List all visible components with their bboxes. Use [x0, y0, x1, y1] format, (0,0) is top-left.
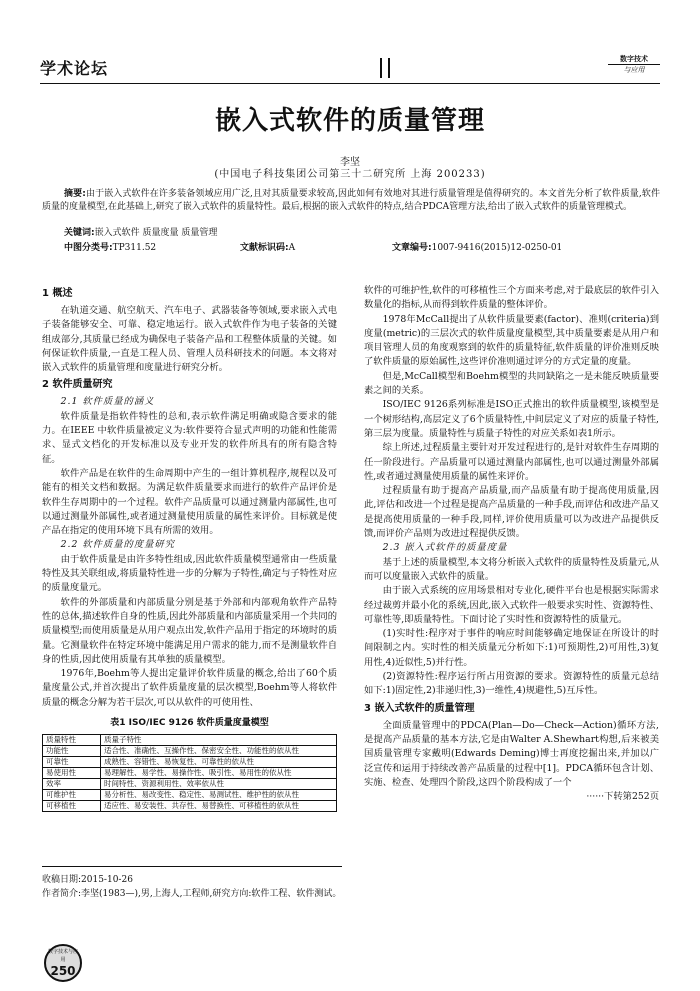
- header-divider: [380, 58, 382, 78]
- section-heading: 1 概述: [42, 288, 73, 299]
- keywords-label: 关键词:: [64, 228, 95, 238]
- doc-code-value: A: [288, 243, 296, 253]
- left-column: [42, 284, 337, 812]
- page-number-badge: [44, 944, 82, 982]
- author-bio: 作者简介:李坚(1983—),男,上海人,工程师,研究方向:软件工程、软件测试。: [42, 889, 342, 899]
- table-cell: 可移植性: [43, 801, 101, 812]
- table-cell: 时间特性、资源利用性、效率依从性: [101, 779, 337, 790]
- table-cell: 可维护性: [43, 790, 101, 801]
- paragraph: 但是,McCall模型和Boehm模型的共同缺陷之一是未能反映质量要素之间的关系。: [364, 370, 659, 397]
- paragraph: 软件质量是指软件特性的总和,表示软件满足明确或隐含要求的能力。在IEEE 中软件质量被定义为:软件要符合显式声明的功能和性能需求、显式文档化的开发标准以及专业开发的软件所具有的所有隐含特征。: [42, 410, 337, 465]
- subsection-heading: 2.2 软件质量的度量研究: [60, 539, 176, 551]
- table-header-cell: 质量特性: [43, 735, 101, 746]
- logo-line2: 与应用: [623, 66, 645, 74]
- paragraph: 全面质量管理中的PDCA(Plan—Do—Check—Action)循环方法,是提高产品质量的基本方法,它是由Walter A.Shewhart构想,后来被美国质量管理专家戴明(Edwards Deming)博士再度挖掘出来,并加以广泛宣传和运用于持续改善产品质量的过程中[1]。PDCA循环包含计划、实施、检查、处理四个阶段,这四个阶段构成了一个: [364, 719, 659, 788]
- section-label: 学术论坛: [40, 59, 109, 78]
- article-number: [392, 240, 562, 253]
- paragraph: 由于软件质量是由许多特性组成,因此软件质量模型通常由一些质量特性及其关联组成,将质量特性进一步的分解为子特性,确定与子特性对应的质量度量元。: [42, 553, 337, 594]
- table-cell: 易分析性、易改变性、稳定性、易测试性、维护性的依从性: [101, 790, 337, 801]
- table-row: [43, 801, 337, 812]
- table-header-row: [43, 735, 337, 746]
- paragraph: 基于上述的质量模型,本文将分析嵌入式软件的质量特性及质量元,从而可以度量嵌入式软件的质量。: [364, 556, 659, 582]
- received-date: 收稿日期:2015-10-26: [42, 875, 133, 885]
- subsection-heading: 2.3 嵌入式软件的质量度量: [382, 542, 508, 554]
- table-row: [43, 757, 337, 768]
- table-cell: 适应性、易安装性、共存性、易替换性、可移植性的依从性: [101, 801, 337, 812]
- paragraph: 1976年,Boehm等人提出定量评价软件质量的概念,给出了60个质量度量公式,并首次提出了软件质量度量的层次模型,Boehm等人将软件质量的概念分解为若干层次,可以从软件的可使用性、: [42, 668, 337, 708]
- paragraph: (2)资源特性:程序运行所占用资源的要求。资源特性的质量元总结如下:1)固定性,2)非递归性,3)一维性,4)规避性,5)互斥性。: [364, 671, 659, 697]
- journal-logo: [608, 54, 660, 75]
- affiliation: (中国电子科技集团公司第三十二研究所 上海 200233): [214, 169, 486, 180]
- header-divider: [388, 58, 390, 78]
- doc-code: [240, 240, 295, 253]
- abstract: [42, 188, 660, 213]
- section-heading: 2 软件质量研究: [42, 379, 113, 391]
- abstract-text: 由于嵌入式软件在许多装备领域应用广泛,且对其质量要求较高,因此如何有效地对其进行质量管理是值得研究的。本文首先分析了软件质量,软件质量的度量模型,在此基础上,研究了嵌入式软件的质量特性。最后,根据的嵌入式软件的特点,结合PDCA管理方法,给出了嵌入式软件的质量管理模式。: [42, 189, 660, 212]
- subsection-heading: 2.1 软件质量的涵义: [60, 396, 155, 408]
- doc-code-label: 文献标识码:: [240, 243, 289, 253]
- paragraph: 1978年McCall提出了从软件质量要素(factor)、准则(criteria)到度量(metric)的三层次式的软件质量度量模型,其中质量要素是从用户和项目管理人员的角度观察到的软件的质量特征,软件质量的评价准则反映了软件质量的原始属性,这些评价准则通过评分的方式定量的度量。: [364, 313, 659, 368]
- table-row: [43, 779, 337, 790]
- page-badge-label: 数字技术与应用: [47, 949, 78, 963]
- paragraph: 由于嵌入式系统的应用场景相对专业化,硬件平台也是根据实际需求经过裁剪并最小化的系统,因此,嵌入式软件一般要求实时性、资源特性、可靠性等,即质量特性。下面讨论了实时性和资源特性的质量元。: [364, 585, 659, 625]
- keywords-text: 嵌入式软件 质量度量 质量管理: [94, 228, 218, 238]
- journal-header: [40, 54, 660, 84]
- table-cell: 成熟性、容错性、易恢复性、可靠性的依从性: [101, 757, 337, 768]
- paragraph: 综上所述,过程质量主要针对开发过程进行的,是针对软件生存周期的任一阶段进行。产品质量可以通过测量内部属性,也可以通过测量外部属性,或者通过测量使用质量的属性来评价。: [364, 442, 659, 482]
- header-rule: [40, 83, 660, 84]
- paragraph: 软件的外部质量和内部质量分别是基于外部和内部观角软件产品特性的总体,描述软件自身的性质,因此外部质量和内部质量采用一个共同的质量模型;而使用质量是从用户观点出发,软件产品用于指定的环境时的质量。它测量软件在特定环境中能满足用户需求的能力,而不是测量软件自身的性质,因此使用质量有其单独的质量模型。: [42, 596, 337, 665]
- article-title: 嵌入式软件的质量管理: [214, 106, 485, 136]
- page-number: 250: [50, 964, 76, 978]
- table-cell: 效率: [43, 779, 101, 790]
- paragraph: (1)实时性:程序对于事件的响应时间能够确定地保证在所设计的时间限制之内。实时性的相关质量元分析如下:1)可预期性,2)可用性,3)复用性,4)近似性,5)并行性。: [364, 628, 659, 668]
- table-row: [43, 790, 337, 801]
- clc-number: [64, 240, 156, 253]
- paragraph: ISO/IEC 9126系列标准是ISO正式推出的软件质量模型,该模型是一个树形结构,高层定义了6个质量特性,中间层定义了对应的质量子特性,第三层为度量。质量特性与质量子特性的对应关系如表1所示。: [364, 399, 659, 439]
- keywords: [64, 225, 217, 238]
- paragraph: 在轨道交通、航空航天、汽车电子、武器装备等领域,要求嵌入式电子装备能够安全、可靠、稳定地运行。嵌入式软件作为电子装备的关键组成部分,其质量已经成为确保电子装备产品和工程整体质量的关键。如何保证软件质量,一直是工程人员、管理人员科研技术的问题。本文将对嵌入式软件的质量管理和度量进行研究分析。: [42, 305, 337, 374]
- table-row: [43, 746, 337, 757]
- abstract-label: 摘要:: [64, 189, 86, 199]
- footnote: [42, 866, 342, 901]
- table-cell: 可靠性: [43, 757, 101, 768]
- continued-note: ······下转第252页: [586, 791, 659, 803]
- right-column: [364, 284, 659, 804]
- clc-value: TP311.52: [112, 243, 157, 253]
- clc-label: 中图分类号:: [64, 243, 113, 253]
- table-caption: 表1 ISO/IEC 9126 软件质量度量模型: [110, 718, 269, 729]
- paragraph: 软件产品是在软件的生命周期中产生的一组计算机程序,规程以及可能有的相关文档和数据。为满足软件质量要求而进行的软件产品评价是软件生存周期中的一个过程。软件产品质量可以通过测量内部属性,也可以通过测量外部属性,或者通过测量使用质量的属性来评价。目标就是使产品在指定的使用环境下具有所需的效用。: [42, 467, 337, 537]
- table-cell: 功能性: [43, 746, 101, 757]
- paragraph: 过程质量有助于提高产品质量,而产品质量有助于提高使用质量,因此,评估和改进一个过程是提高产品质量的一种手段,而评估和改进产品又是提高使用质量的一种手段,同样,评价使用质量可以为改进产品提供反馈,而评价产品则为改进过程提供反馈。: [364, 485, 659, 540]
- author: 李坚: [340, 157, 360, 168]
- table-row: [43, 768, 337, 779]
- table-cell: 易使用性: [43, 768, 101, 779]
- table-header-cell: 质量子特性: [101, 735, 337, 746]
- logo-line1: 数字技术: [608, 54, 660, 65]
- table-cell: 适合性、准确性、互操作性、保密安全性、功能性的依从性: [101, 746, 337, 757]
- section-heading: 3 嵌入式软件的质量管理: [364, 702, 475, 714]
- table-cell: 易理解性、易学性、易操作性、吸引性、易用性的依从性: [101, 768, 337, 779]
- paragraph: 软件的可维护性,软件的可移植性三个方面来考虑,对于最底层的软件引入数量化的指标,从而得到软件质量的整体评价。: [364, 285, 659, 311]
- article-no-label: 文章编号:: [392, 243, 432, 253]
- quality-model-table: [42, 734, 337, 812]
- article-no-value: 1007-9416(2015)12-0250-01: [431, 243, 563, 253]
